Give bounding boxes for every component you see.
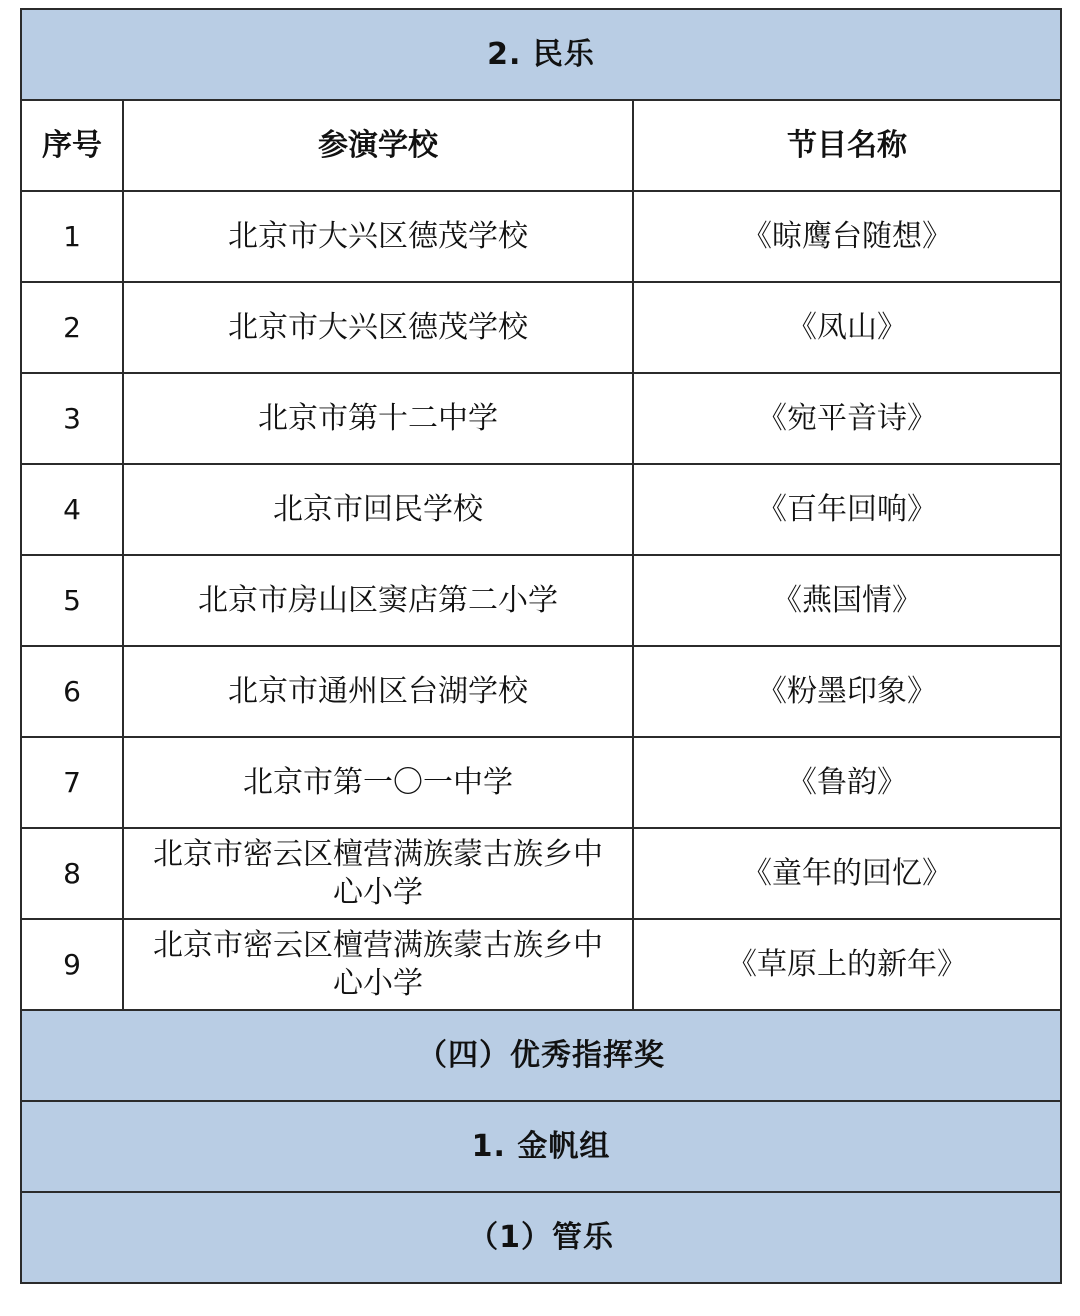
table-row: [21, 646, 1061, 737]
row-school: 北京市大兴区德茂学校: [123, 191, 633, 282]
row-school: 北京市密云区檀营满族蒙古族乡中心小学: [123, 919, 633, 1010]
row-number: 1: [21, 191, 123, 282]
row-school: 北京市房山区窦店第二小学: [123, 555, 633, 646]
award-band-row: [21, 1010, 1061, 1101]
row-number: 6: [21, 646, 123, 737]
row-school: 北京市密云区檀营满族蒙古族乡中心小学: [123, 828, 633, 919]
award-title: （四）优秀指挥奖: [21, 1010, 1061, 1101]
row-school: 北京市第一〇一中学: [123, 737, 633, 828]
section-title-row: [21, 9, 1061, 100]
row-school: 北京市大兴区德茂学校: [123, 282, 633, 373]
header-program: 节目名称: [633, 100, 1061, 191]
group-band-row: [21, 1101, 1061, 1192]
awards-table: [20, 8, 1062, 1284]
category-band-row: [21, 1192, 1061, 1283]
header-school: 参演学校: [123, 100, 633, 191]
row-number: 5: [21, 555, 123, 646]
row-program: 《燕国情》: [633, 555, 1061, 646]
table-row: [21, 464, 1061, 555]
row-school: 北京市第十二中学: [123, 373, 633, 464]
row-number: 7: [21, 737, 123, 828]
header-number: 序号: [21, 100, 123, 191]
row-program: 《百年回响》: [633, 464, 1061, 555]
table-row: [21, 828, 1061, 919]
row-school: 北京市回民学校: [123, 464, 633, 555]
row-program: 《晾鹰台随想》: [633, 191, 1061, 282]
row-school: 北京市通州区台湖学校: [123, 646, 633, 737]
table-row: [21, 919, 1061, 1010]
row-program: 《宛平音诗》: [633, 373, 1061, 464]
row-program: 《草原上的新年》: [633, 919, 1061, 1010]
table-row: [21, 373, 1061, 464]
table-row: [21, 191, 1061, 282]
row-number: 2: [21, 282, 123, 373]
row-program: 《凤山》: [633, 282, 1061, 373]
row-program: 《粉墨印象》: [633, 646, 1061, 737]
category-title: （1）管乐: [21, 1192, 1061, 1283]
table-row: [21, 555, 1061, 646]
row-number: 8: [21, 828, 123, 919]
section-title: 2. 民乐: [21, 9, 1061, 100]
row-number: 3: [21, 373, 123, 464]
row-number: 4: [21, 464, 123, 555]
row-number: 9: [21, 919, 123, 1010]
row-program: 《童年的回忆》: [633, 828, 1061, 919]
row-program: 《鲁韵》: [633, 737, 1061, 828]
table-header-row: [21, 100, 1061, 191]
table-row: [21, 282, 1061, 373]
group-title: 1. 金帆组: [21, 1101, 1061, 1192]
table-row: [21, 737, 1061, 828]
